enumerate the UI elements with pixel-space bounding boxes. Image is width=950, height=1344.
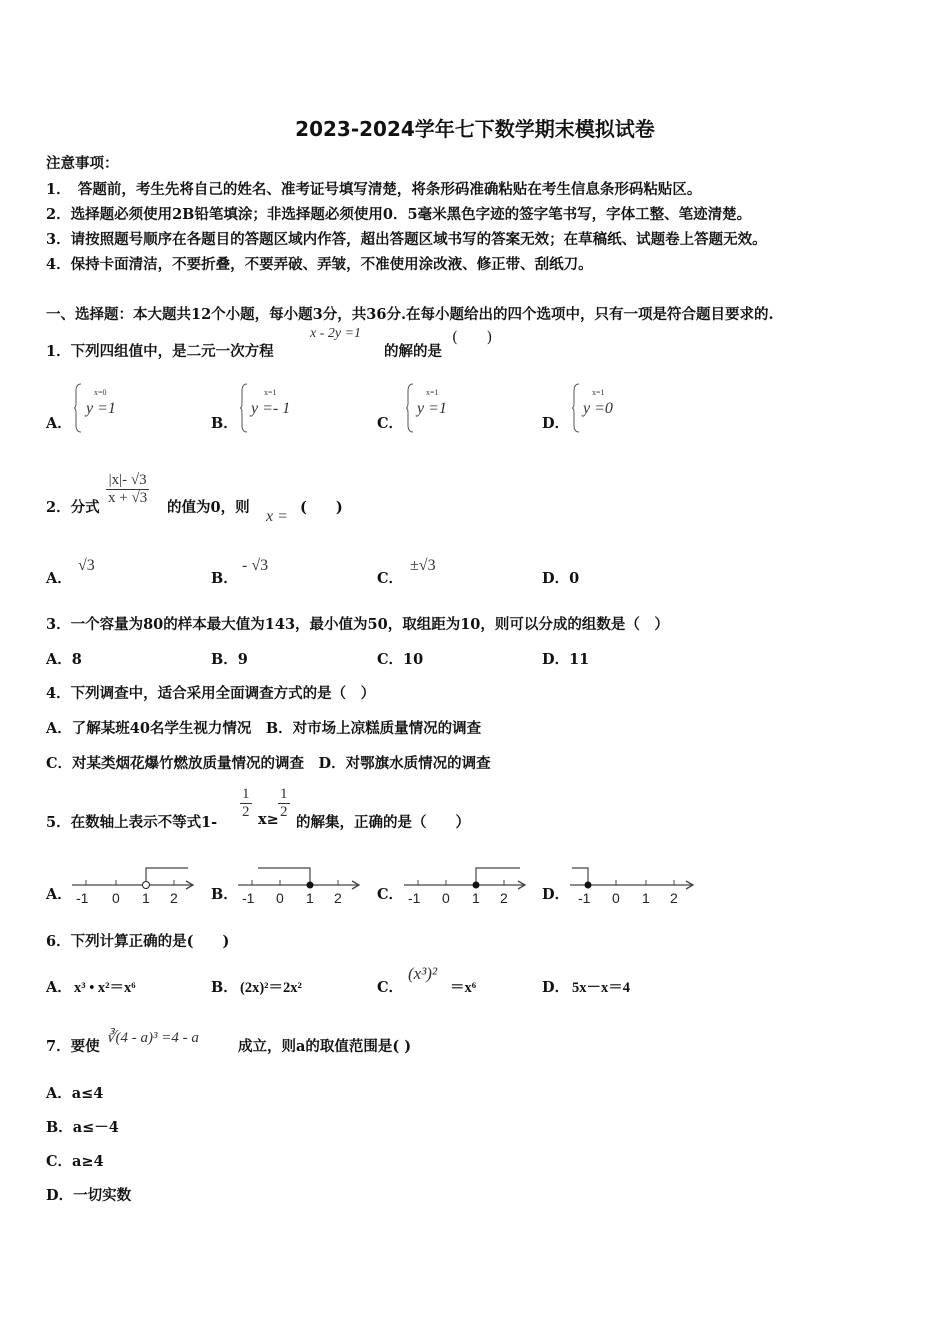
axis-tick-label: 1 — [142, 890, 150, 906]
q1-option-label[interactable]: A． — [46, 415, 72, 432]
q1-option-label[interactable]: C． — [377, 415, 404, 432]
q5-fraction — [240, 786, 252, 821]
q6-option-label[interactable]: A． — [46, 979, 72, 996]
q7-option-c[interactable]: C．a≥4 — [46, 1153, 104, 1170]
fraction-denominator: 2 — [242, 804, 250, 820]
fraction-numerator: 1 — [280, 786, 288, 802]
q5-option-label[interactable]: A． — [46, 886, 72, 903]
brace-icon — [74, 383, 82, 433]
brace-icon — [572, 383, 580, 433]
number-line-b — [234, 860, 364, 910]
q6-option-label[interactable]: B． — [211, 979, 238, 996]
q6-option-c-tail: ＝x⁶ — [450, 980, 477, 996]
q3-option-a[interactable]: A．8 — [46, 651, 82, 668]
axis-tick-label: 2 — [500, 890, 508, 906]
notice-item: 3．请按照题号顺序在各题目的答题区域内作答，超出答题区域书写的答案无效；在草稿纸、试题卷上答题无效。 — [46, 231, 767, 248]
q5-stem-mid: x≥ — [258, 811, 279, 828]
q7-option-b[interactable]: B．a≤－4 — [46, 1119, 119, 1136]
q2-option-label[interactable]: B． — [211, 570, 238, 587]
q1-equation: x - 2y =1 — [310, 326, 362, 341]
notice-heading: 注意事项： — [46, 155, 119, 172]
q1-option-top: x=1 — [264, 388, 277, 397]
q1-option-label[interactable]: B． — [211, 415, 238, 432]
q4-stem: 4．下列调查中，适合采用全面调查方式的是（ ） — [46, 685, 376, 702]
section-heading: 一、选择题：本大题共12个小题，每小题3分，共36分.在每小题给出的四个选项中，只有一项是符合题目要求的. — [46, 306, 774, 323]
q7-radical: ∛(4 - a)³ =4 - a — [106, 1030, 199, 1046]
brace-icon — [406, 383, 414, 433]
q2-option-label[interactable]: C． — [377, 570, 404, 587]
q3-option-c[interactable]: C．10 — [377, 651, 424, 668]
notice-item: 1． 答题前，考生先将自己的姓名、准考证号填写清楚，将条形码准确粘贴在考生信息条形码粘贴区。 — [46, 181, 702, 198]
q1-paren: ( ) — [452, 330, 493, 346]
notice-item: 4．保持卡面清洁，不要折叠，不要弄破、弄皱，不准使用涂改液、修正带、刮纸刀。 — [46, 256, 593, 273]
q5-stem-tail: 的解集，正确的是（ ） — [296, 814, 470, 831]
number-line-d — [566, 860, 700, 910]
q5-option-label[interactable]: B． — [211, 886, 238, 903]
q1-option-top: x=0 — [94, 388, 107, 397]
q7-stem-tail: 成立，则a的取值范围是( ) — [238, 1038, 412, 1055]
q6-stem: 6．下列计算正确的是( ) — [46, 933, 230, 950]
notice-item: 2．选择题必须使用2B铅笔填涂；非选择题必须使用0．5毫米黑色字迹的签字笔书写，字体工整、笔迹清楚。 — [46, 206, 752, 223]
axis-tick-label: 2 — [670, 890, 678, 906]
axis-tick-label: 2 — [170, 890, 178, 906]
q2-option-d[interactable]: D．0 — [542, 570, 580, 587]
q2-option-c: ±√3 — [410, 557, 436, 574]
q1-stem: 1．下列四组值中，是二元一次方程 — [46, 343, 274, 360]
fraction-numerator: 1 — [242, 786, 250, 802]
number-line-a — [68, 860, 198, 910]
q6-option-a: x³ • x²＝x⁶ — [74, 980, 136, 996]
q2-stem-tail: 的值为0，则 — [167, 499, 250, 516]
axis-tick-label: 1 — [642, 890, 650, 906]
axis-tick-label: 2 — [334, 890, 342, 906]
q2-option-a: √3 — [78, 557, 95, 574]
q6-option-d: 5x－x＝4 — [572, 980, 630, 996]
q1-option-top: x=1 — [426, 388, 439, 397]
q5-option-label[interactable]: C． — [377, 886, 404, 903]
q5-option-label[interactable]: D． — [542, 886, 570, 903]
q2-fraction — [106, 472, 149, 507]
number-line-c — [400, 860, 530, 910]
q1-option-bottom: y =0 — [583, 400, 613, 417]
q7-stem: 7．要使 — [46, 1038, 100, 1055]
q6-option-c: (x³)² — [408, 964, 438, 983]
q2-paren: ( ) — [300, 499, 343, 516]
q1-stem-tail: 的解的是 — [384, 343, 442, 360]
q2-numerator: |x|- √3 — [106, 472, 149, 490]
axis-tick-label: -1 — [76, 890, 89, 906]
q2-x-equals: x = — [266, 508, 288, 525]
axis-tick-label: 0 — [276, 890, 284, 906]
brace-icon — [240, 383, 248, 433]
axis-tick-label: 0 — [112, 890, 120, 906]
q3-stem: 3．一个容量为80的样本最大值为143，最小值为50，取组距为10，则可以分成的组数是（ ） — [46, 616, 669, 633]
q3-option-d[interactable]: D．11 — [542, 651, 590, 668]
q5-fraction — [278, 786, 290, 821]
fraction-denominator: 2 — [280, 804, 288, 820]
axis-tick-label: 1 — [472, 890, 480, 906]
q1-option-bottom: y =1 — [417, 400, 447, 417]
q5-stem: 5．在数轴上表示不等式1- — [46, 814, 218, 831]
q6-option-label[interactable]: C． — [377, 979, 404, 996]
q3-option-b[interactable]: B．9 — [211, 651, 248, 668]
q6-option-b: (2x)²＝2x² — [240, 980, 302, 996]
q4-options-line[interactable]: A．了解某班40名学生视力情况 B．对市场上凉糕质量情况的调查 — [46, 720, 482, 737]
q2-stem: 2．分式 — [46, 499, 100, 516]
q6-option-label[interactable]: D． — [542, 979, 570, 996]
q4-options-line[interactable]: C．对某类烟花爆竹燃放质量情况的调查 D．对鄂旗水质情况的调查 — [46, 755, 491, 772]
q1-option-bottom: y =- 1 — [251, 400, 291, 417]
q7-option-a[interactable]: A．a≤4 — [46, 1085, 104, 1102]
axis-tick-label: -1 — [578, 890, 591, 906]
page-title: 2023-2024学年七下数学期末模拟试卷 — [295, 117, 655, 141]
q7-option-d[interactable]: D．一切实数 — [46, 1187, 132, 1204]
q1-option-bottom: y =1 — [86, 400, 116, 417]
axis-tick-label: 0 — [442, 890, 450, 906]
q2-option-b: - √3 — [242, 557, 269, 574]
q1-option-label[interactable]: D． — [542, 415, 570, 432]
q1-option-top: x=1 — [592, 388, 605, 397]
axis-tick-label: 1 — [306, 890, 314, 906]
q2-denominator: x + √3 — [108, 490, 148, 506]
axis-tick-label: 0 — [612, 890, 620, 906]
axis-tick-label: -1 — [408, 890, 421, 906]
axis-tick-label: -1 — [242, 890, 255, 906]
q2-option-label[interactable]: A． — [46, 570, 72, 587]
